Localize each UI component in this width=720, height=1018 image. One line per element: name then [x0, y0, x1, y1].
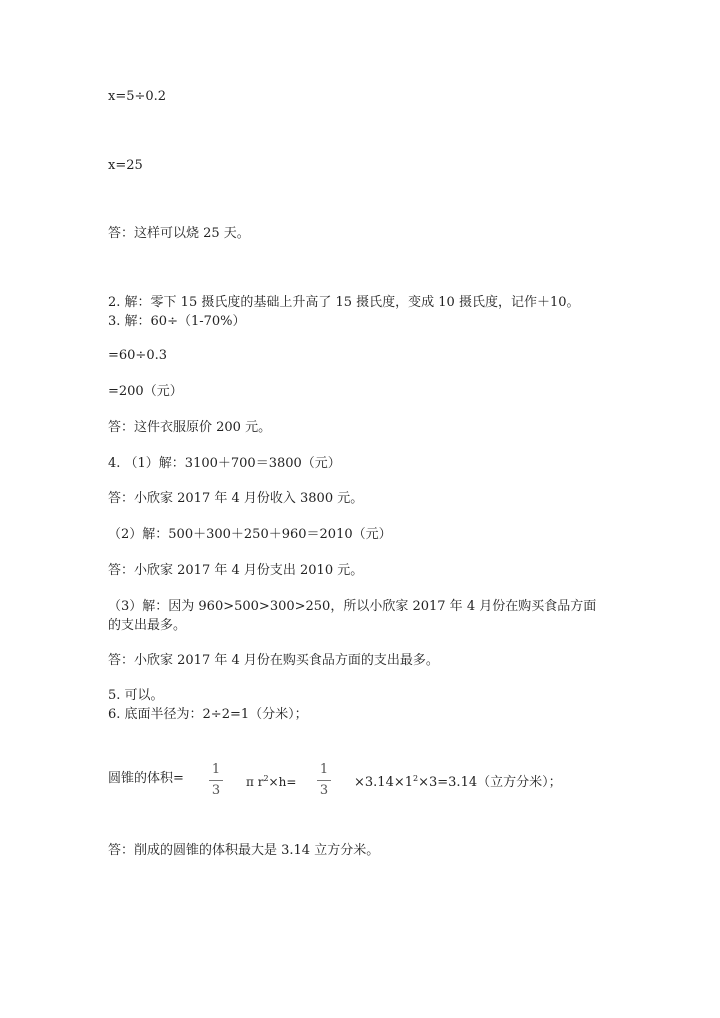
fraction-one-third-1 — [209, 762, 223, 799]
fraction-denominator: 3 — [211, 783, 221, 798]
final-answer: 答：削成的圆锥的体积最大是 3.14 立方分米。 — [108, 843, 380, 858]
line-x-eq-2: x=25 — [108, 158, 143, 173]
answer-3: 答：这件衣服原价 200 元。 — [108, 420, 272, 435]
exponent-two: 2 — [263, 774, 269, 783]
fraction-numerator: 1 — [211, 762, 221, 777]
question-4-part-3-cont: 的支出最多。 — [108, 618, 187, 633]
answer-1: 答：这样可以烧 25 天。 — [108, 226, 250, 241]
formula-result-a: ×3.14×1 — [354, 775, 414, 790]
times-h: ×h= — [268, 775, 297, 789]
fraction-bar — [209, 780, 223, 781]
fraction-numerator: 1 — [319, 762, 329, 777]
formula-label: 圆锥的体积= — [108, 771, 184, 786]
question-4-part-3: （3）解：因为 960>500>300>250，所以小欣家 2017 年 4 月份在购买食品方面 — [108, 599, 597, 614]
question-3-step-1: =60÷0.3 — [108, 348, 168, 363]
formula-result-b: ×3=3.14（立方分米）； — [418, 775, 562, 790]
question-3-solution: 3. 解：60÷（1-70%） — [108, 314, 246, 329]
answer-4-part-1: 答：小欣家 2017 年 4 月份收入 3800 元。 — [108, 491, 364, 506]
pi-r: π r — [246, 775, 264, 789]
answer-4-part-3: 答：小欣家 2017 年 4 月份在购买食品方面的支出最多。 — [108, 653, 439, 668]
fraction-denominator: 3 — [319, 783, 329, 798]
exponent-two: 2 — [413, 774, 419, 783]
formula-result — [354, 771, 562, 791]
answer-4-part-2: 答：小欣家 2017 年 4 月份支出 2010 元。 — [108, 563, 364, 578]
question-4-part-1: 4. （1）解：3100＋700＝3800（元） — [108, 456, 341, 471]
formula-pi-r-squared-h — [246, 771, 296, 790]
question-3-step-2: =200（元） — [108, 384, 183, 399]
line-x-eq-1: x=5÷0.2 — [108, 89, 167, 104]
fraction-one-third-2 — [317, 762, 331, 799]
question-5-solution: 5. 可以。 — [108, 688, 164, 703]
question-2-solution: 2. 解：零下 15 摄氏度的基础上升高了 15 摄氏度，变成 10 摄氏度，记作＋10。 — [108, 295, 580, 310]
question-4-part-2: （2）解：500＋300＋250＋960＝2010（元） — [108, 527, 392, 542]
fraction-bar — [317, 780, 331, 781]
question-6-radius: 6. 底面半径为：2÷2=1（分米）； — [108, 707, 308, 722]
